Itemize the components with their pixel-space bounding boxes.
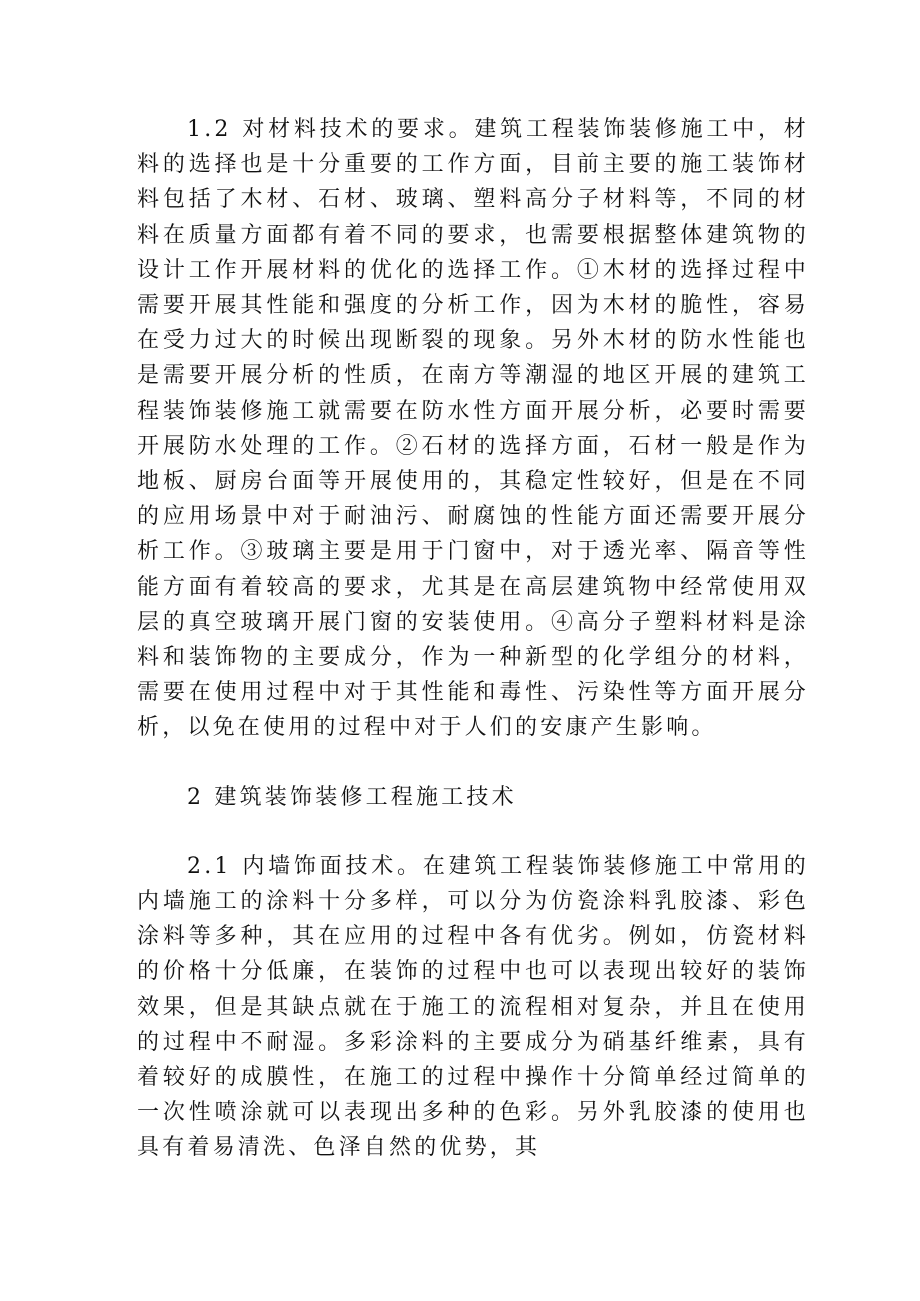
document-body xyxy=(137,112,809,1166)
paragraph-interior-wall-technology: 2.1 内墙饰面技术。在建筑工程装饰装修施工中常用的内墙施工的涂料十分多样，可以分为仿瓷涂料乳胶漆、彩色涂料等多种，其在应用的过程中各有优劣。例如，仿瓷材料的价格十分低廉，在装饰的过程中也可以表现出较好的装饰效果，但是其缺点就在于施工的流程相对复杂，并且在使用的过程中不耐湿。多彩涂料的主要成分为硝基纤维素，具有着较好的成膜性，在施工的过程中操作十分简单经过简单的一次性喷涂就可以表现出多种的色彩。另外乳胶漆的使用也具有着易清洗、色泽自然的优势，其 xyxy=(137,853,809,1161)
section-heading-construction-technology: 2 建筑装饰装修工程施工技术 xyxy=(187,784,517,810)
paragraph-material-requirements: 1.2 对材料技术的要求。建筑工程装饰装修施工中，材料的选择也是十分重要的工作方面，目前主要的施工装饰材料包括了木材、石材、玻璃、塑料高分子材料等，不同的材料在质量方面都有着不同的要求，也需要根据整体建筑物的设计工作开展材料的优化的选择工作。①木材的选择过程中需要开展其性能和强度的分析工作，因为木材的脆性，容易在受力过大的时候出现断裂的现象。另外木材的防水性能也是需要开展分析的性质，在南方等潮湿的地区开展的建筑工程装饰装修施工就需要在防水性方面开展分析，必要时需要开展防水处理的工作。②石材的选择方面，石材一般是作为地板、厨房台面等开展使用的，其稳定性较好，但是在不同的应用场景中对于耐油污、耐腐蚀的性能方面还需要开展分析工作。③玻璃主要是用于门窗中，对于透光率、隔音等性能方面有着较高的要求，尤其是在高层建筑物中经常使用双层的真空玻璃开展门窗的安装使用。④高分子塑料材料是涂料和装饰物的主要成分，作为一种新型的化学组分的材料，需要在使用过程中对于其性能和毒性、污染性等方面开展分析，以免在使用的过程中对于人们的安康产生影响。 xyxy=(137,117,809,741)
